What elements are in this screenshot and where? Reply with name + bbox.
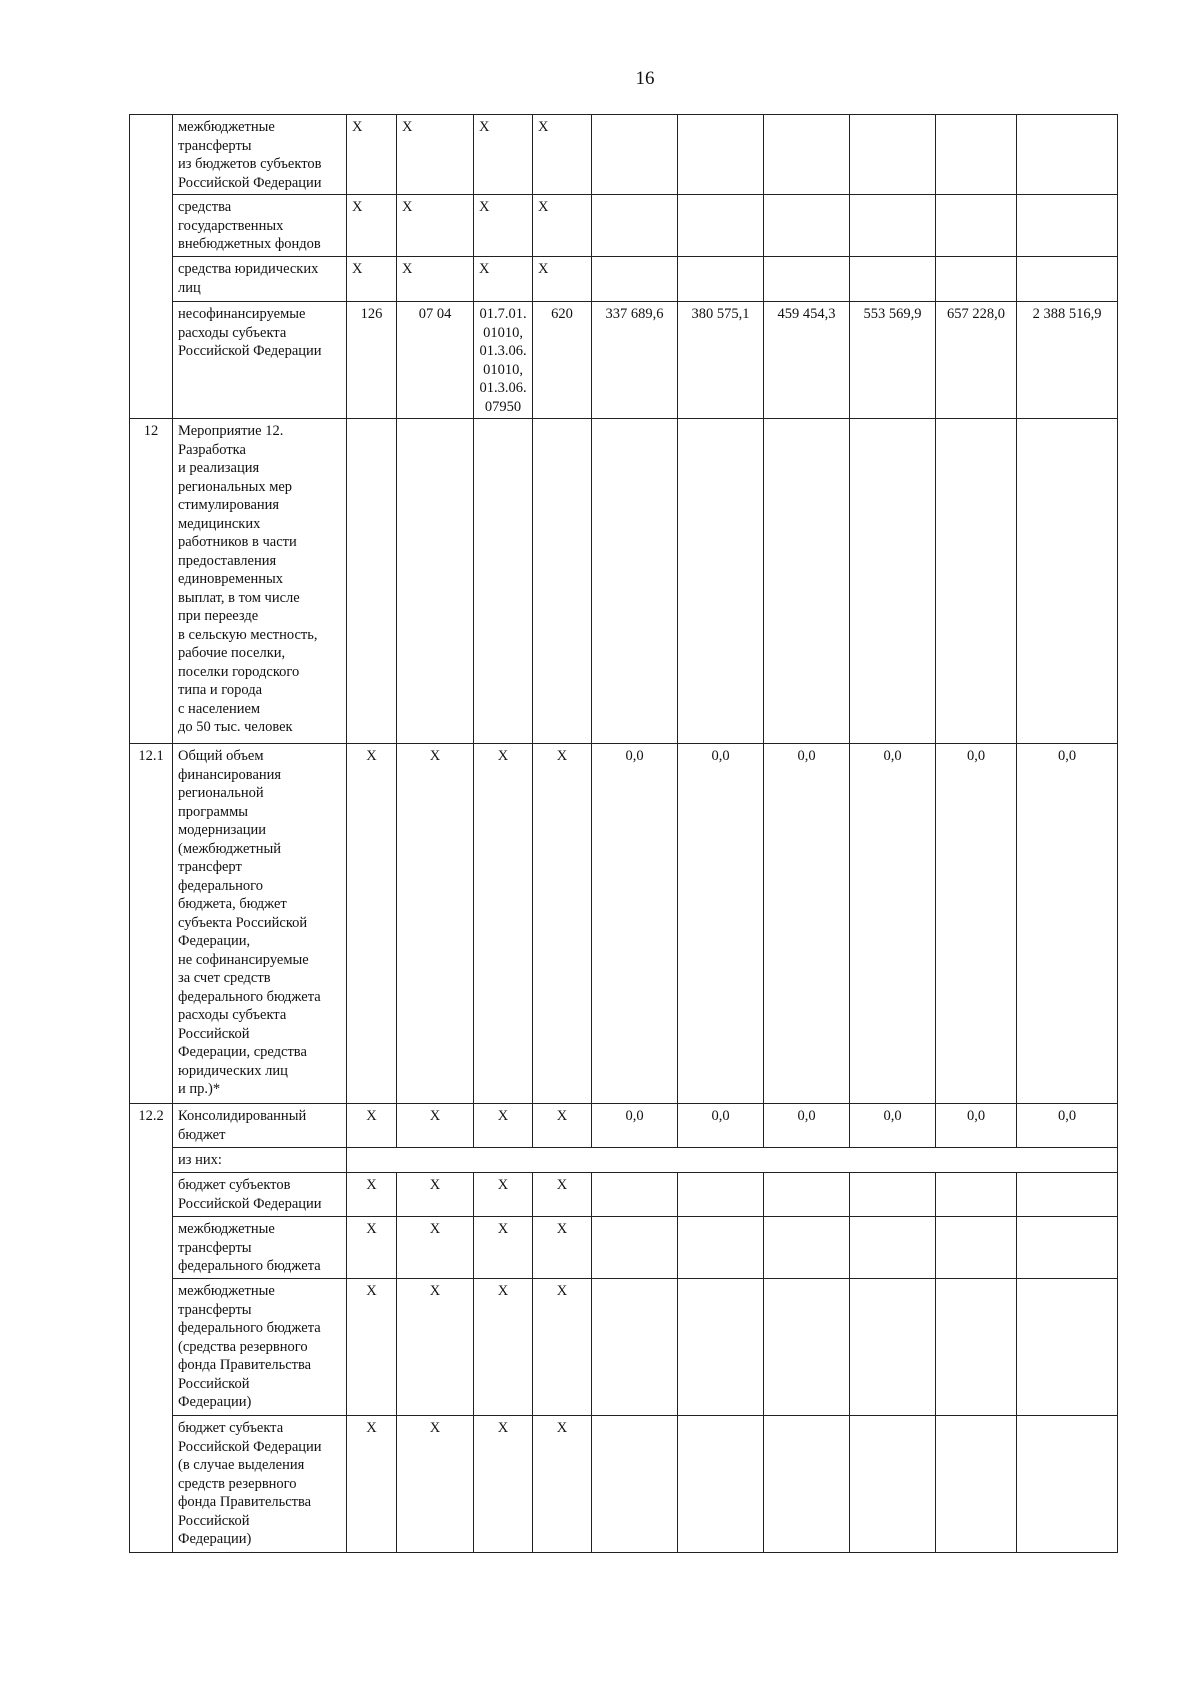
of-them-label: из них: bbox=[173, 1148, 347, 1173]
empty-cell bbox=[678, 195, 764, 257]
amount-cell: 0,0 bbox=[1017, 744, 1118, 1104]
row-label: несофинансируемые расходы субъекта Российской Федерации bbox=[173, 302, 347, 419]
empty-cell bbox=[1017, 257, 1118, 302]
row-number: 12 bbox=[130, 419, 173, 744]
empty-cell bbox=[1017, 1217, 1118, 1279]
empty-cell bbox=[936, 1173, 1017, 1217]
table-row bbox=[130, 1279, 1118, 1416]
x-mark: X bbox=[474, 257, 533, 302]
empty-cell bbox=[678, 115, 764, 195]
empty-cell bbox=[764, 1279, 850, 1416]
empty-cell bbox=[592, 1217, 678, 1279]
table-row bbox=[130, 302, 1118, 419]
row-label: межбюджетные трансферты федерального бюджета bbox=[173, 1217, 347, 1279]
x-mark: X bbox=[474, 1416, 533, 1553]
x-mark: X bbox=[397, 1104, 474, 1148]
x-mark: X bbox=[397, 257, 474, 302]
empty-cell bbox=[347, 419, 397, 744]
empty-cell bbox=[592, 257, 678, 302]
x-mark: X bbox=[533, 195, 592, 257]
empty-cell bbox=[850, 1416, 936, 1553]
empty-cell bbox=[764, 195, 850, 257]
x-mark: X bbox=[533, 1416, 592, 1553]
x-mark: X bbox=[397, 1217, 474, 1279]
amount-cell: 0,0 bbox=[592, 744, 678, 1104]
vr-code: 620 bbox=[533, 302, 592, 419]
empty-cell bbox=[678, 1416, 764, 1553]
empty-cell bbox=[678, 1217, 764, 1279]
x-mark: X bbox=[533, 1173, 592, 1217]
x-mark: X bbox=[347, 195, 397, 257]
row-number: 12.2 bbox=[130, 1104, 173, 1553]
empty-cell bbox=[1017, 1279, 1118, 1416]
empty-cell bbox=[1017, 1173, 1118, 1217]
table-row bbox=[130, 1104, 1118, 1148]
amount-cell: 0,0 bbox=[850, 1104, 936, 1148]
empty-cell bbox=[850, 257, 936, 302]
empty-cell bbox=[850, 115, 936, 195]
empty-cell bbox=[592, 419, 678, 744]
empty-cell bbox=[936, 115, 1017, 195]
empty-cell bbox=[533, 419, 592, 744]
x-mark: X bbox=[347, 744, 397, 1104]
empty-cell bbox=[592, 195, 678, 257]
csr-code: 01.7.01. 01010, 01.3.06. 01010, 01.3.06. 07950 bbox=[474, 302, 533, 419]
x-mark: X bbox=[533, 1279, 592, 1416]
table-row bbox=[130, 115, 1118, 195]
empty-cell bbox=[1017, 195, 1118, 257]
x-mark: X bbox=[397, 1416, 474, 1553]
amount-cell: 0,0 bbox=[678, 1104, 764, 1148]
table-row bbox=[130, 195, 1118, 257]
x-mark: X bbox=[474, 1173, 533, 1217]
x-mark: X bbox=[474, 744, 533, 1104]
x-mark: X bbox=[397, 744, 474, 1104]
amount-cell: 0,0 bbox=[850, 744, 936, 1104]
empty-cell bbox=[936, 419, 1017, 744]
amount-cell: 0,0 bbox=[592, 1104, 678, 1148]
x-mark: X bbox=[533, 744, 592, 1104]
x-mark: X bbox=[347, 257, 397, 302]
x-mark: X bbox=[397, 195, 474, 257]
x-mark: X bbox=[347, 1173, 397, 1217]
x-mark: X bbox=[397, 1173, 474, 1217]
empty-cell bbox=[936, 1279, 1017, 1416]
x-mark: X bbox=[474, 195, 533, 257]
empty-cell bbox=[678, 1279, 764, 1416]
row-label: бюджет субъектов Российской Федерации bbox=[173, 1173, 347, 1217]
empty-cell bbox=[850, 1279, 936, 1416]
empty-cell bbox=[850, 419, 936, 744]
x-mark: X bbox=[397, 1279, 474, 1416]
empty-cell bbox=[678, 257, 764, 302]
x-mark: X bbox=[533, 257, 592, 302]
amount-cell: 0,0 bbox=[936, 744, 1017, 1104]
empty-cell bbox=[764, 419, 850, 744]
x-mark: X bbox=[347, 115, 397, 195]
amount-cell: 459 454,3 bbox=[764, 302, 850, 419]
page-number: 16 bbox=[635, 68, 655, 89]
row-label: Консолидированный бюджет bbox=[173, 1104, 347, 1148]
empty-cell bbox=[1017, 115, 1118, 195]
empty-cell bbox=[592, 1279, 678, 1416]
empty-cell bbox=[936, 257, 1017, 302]
empty-cell bbox=[592, 115, 678, 195]
x-mark: X bbox=[347, 1416, 397, 1553]
row-label: Мероприятие 12. Разработка и реализация региональных мер стимулирования медицинских работников в части предоставления единовременных выплат, в том числе при переезде в сельскую местность, рабочие поселки, поселки городского типа и города с населением до 50 тыс. человек bbox=[173, 419, 347, 744]
empty-cell bbox=[936, 195, 1017, 257]
amount-cell: 337 689,6 bbox=[592, 302, 678, 419]
table-row bbox=[130, 1217, 1118, 1279]
empty-cell bbox=[764, 1173, 850, 1217]
empty-cell bbox=[764, 115, 850, 195]
x-mark: X bbox=[474, 1104, 533, 1148]
table-row bbox=[130, 1148, 1118, 1173]
table-row bbox=[130, 1416, 1118, 1553]
empty-cell bbox=[936, 1217, 1017, 1279]
x-mark: X bbox=[347, 1279, 397, 1416]
amount-cell: 0,0 bbox=[764, 1104, 850, 1148]
x-mark: X bbox=[347, 1104, 397, 1148]
empty-cell bbox=[936, 1416, 1017, 1553]
x-mark: X bbox=[347, 1217, 397, 1279]
empty-cell bbox=[764, 1416, 850, 1553]
empty-cell bbox=[397, 419, 474, 744]
empty-cell bbox=[1017, 1416, 1118, 1553]
empty-cell bbox=[764, 1217, 850, 1279]
row-label: средства юридических лиц bbox=[173, 257, 347, 302]
empty-cell bbox=[850, 1173, 936, 1217]
x-mark: X bbox=[474, 1217, 533, 1279]
financing-table bbox=[129, 114, 1118, 1553]
x-mark: X bbox=[474, 115, 533, 195]
empty-cell bbox=[678, 1173, 764, 1217]
empty-cell bbox=[764, 257, 850, 302]
empty-cell bbox=[592, 1173, 678, 1217]
amount-cell: 380 575,1 bbox=[678, 302, 764, 419]
empty-cell bbox=[1017, 419, 1118, 744]
grbs-code: 126 bbox=[347, 302, 397, 419]
x-mark: X bbox=[533, 1217, 592, 1279]
table-row bbox=[130, 1173, 1118, 1217]
amount-cell: 553 569,9 bbox=[850, 302, 936, 419]
amount-cell: 657 228,0 bbox=[936, 302, 1017, 419]
x-mark: X bbox=[533, 115, 592, 195]
table-row bbox=[130, 419, 1118, 744]
amount-cell: 0,0 bbox=[764, 744, 850, 1104]
empty-cell bbox=[474, 419, 533, 744]
x-mark: X bbox=[397, 115, 474, 195]
empty-cell bbox=[347, 1148, 1118, 1173]
row-label: Общий объем финансирования региональной программы модернизации (межбюджетный трансферт федерального бюджета, бюджет субъекта Российской Федерации, не софинансируемые за счет средств федерального бюджета расходы субъекта Российской Федерации, средства юридических лиц и пр.)* bbox=[173, 744, 347, 1104]
empty-cell bbox=[678, 419, 764, 744]
row-label: бюджет субъекта Российской Федерации (в случае выделения средств резервного фонда Правительства Российской Федерации) bbox=[173, 1416, 347, 1553]
amount-cell: 0,0 bbox=[936, 1104, 1017, 1148]
amount-cell: 0,0 bbox=[1017, 1104, 1118, 1148]
row-label: межбюджетные трансферты из бюджетов субъектов Российской Федерации bbox=[173, 115, 347, 195]
row-number-cell bbox=[130, 115, 173, 419]
table-row bbox=[130, 744, 1118, 1104]
row-number: 12.1 bbox=[130, 744, 173, 1104]
empty-cell bbox=[592, 1416, 678, 1553]
table-row bbox=[130, 257, 1118, 302]
rzpr-code: 07 04 bbox=[397, 302, 474, 419]
amount-cell: 2 388 516,9 bbox=[1017, 302, 1118, 419]
row-label: межбюджетные трансферты федерального бюджета (средства резервного фонда Правительства Российской Федерации) bbox=[173, 1279, 347, 1416]
x-mark: X bbox=[533, 1104, 592, 1148]
x-mark: X bbox=[474, 1279, 533, 1416]
amount-cell: 0,0 bbox=[678, 744, 764, 1104]
row-label: средства государственных внебюджетных фондов bbox=[173, 195, 347, 257]
empty-cell bbox=[850, 195, 936, 257]
empty-cell bbox=[850, 1217, 936, 1279]
